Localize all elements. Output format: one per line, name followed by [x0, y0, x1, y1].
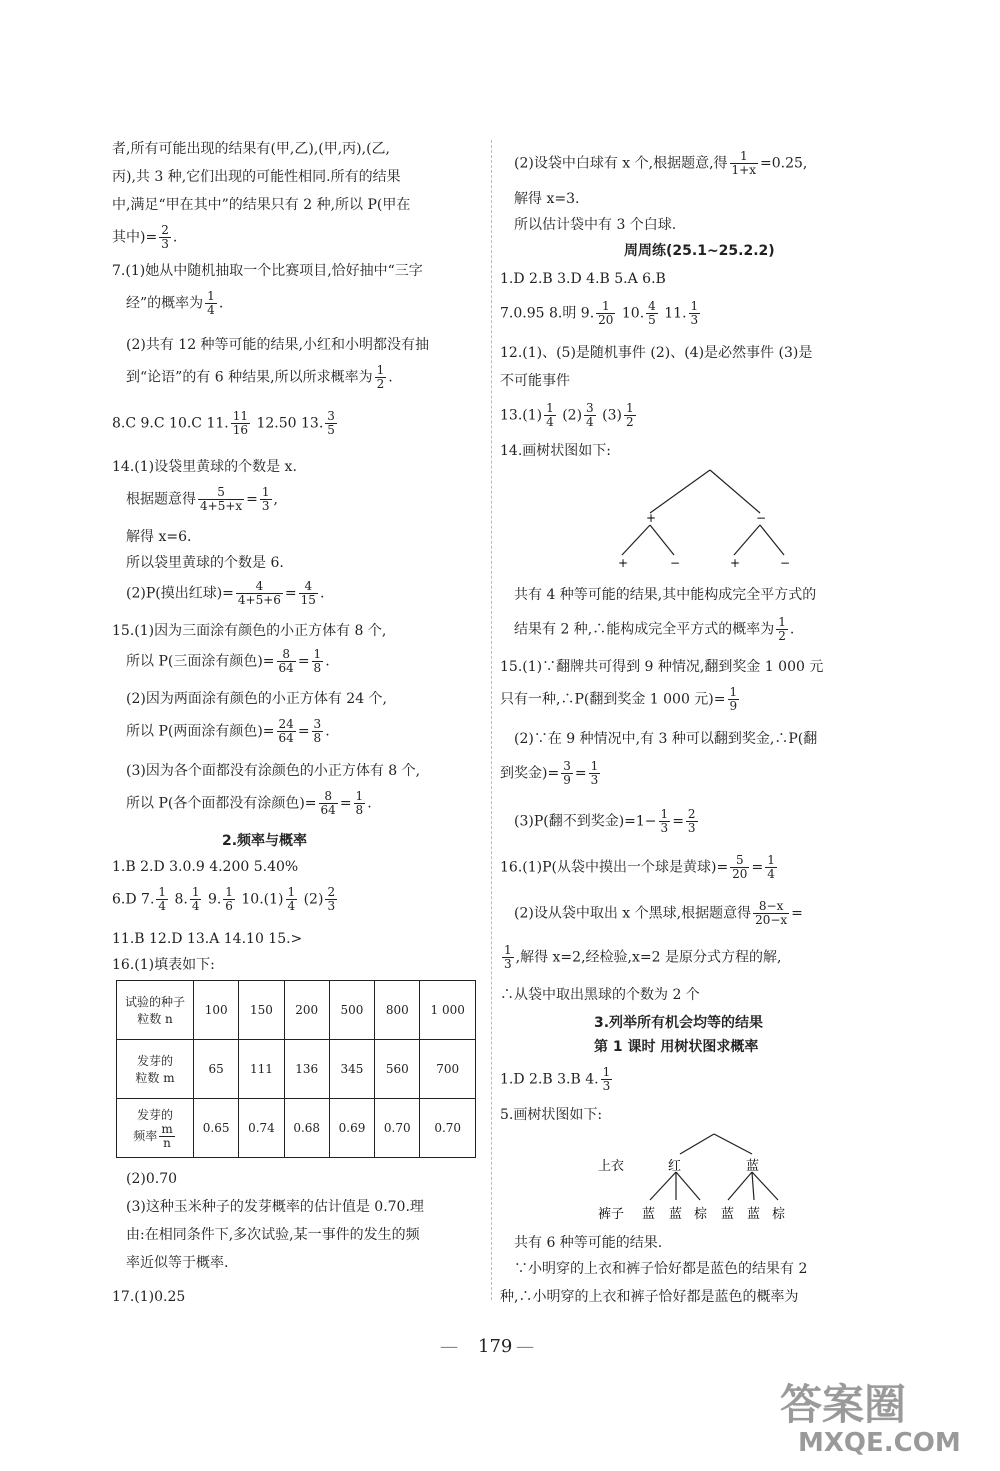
- text-line: 15.(1)∵翻牌共可得到 9 种情况,翻到奖金 1 000 元: [500, 659, 824, 675]
- answer-line: (3)这种玉米种子的发芽概率的估计值是 0.70.理: [126, 1199, 424, 1215]
- text-line: (2)∵在 9 种情况中,有 3 种可以翻到奖金,∴P(翻: [514, 731, 818, 747]
- table-cell: 0.74: [239, 1099, 284, 1158]
- table-cell: 0.69: [329, 1099, 374, 1158]
- text-line: 者,所有可能出现的结果有(甲,乙),(甲,丙),(乙,: [112, 141, 391, 157]
- q7-line: 到“论语”的有 6 种结果,所以所求概率为 $\frac{1}{2}$ .: [126, 363, 393, 391]
- answer-line: 6.D 7. $\frac{1}{4}$ 8. $\frac{1}{4}$ 9. $\frac{1}{6}$ 10.(1) $\frac{1}{4}$ (2) $\frac{2}{3}$: [112, 885, 336, 913]
- text-line: 所以估计袋中有 3 个白球.: [514, 217, 677, 233]
- text-line: 共有 6 种等可能的结果.: [514, 1235, 663, 1251]
- table-header: 发芽的 频率 $\frac{m}{n}$: [117, 1099, 194, 1158]
- tree-node: −: [780, 556, 790, 570]
- text-line: (2)设袋中白球有 x 个,根据题意,得 $\frac{1}{1+x}$ =0.25,: [514, 149, 808, 177]
- table-cell: 150: [239, 981, 284, 1040]
- table-cell: 345: [329, 1040, 374, 1099]
- section-heading: 2.频率与概率: [222, 833, 308, 849]
- text-line: 共有 4 种等可能的结果,其中能构成完全平方式的: [514, 587, 817, 603]
- answer-line: 7.0.95 8.明 9. $\frac{1}{20}$ 10. $\frac{4}{5}$ 11. $\frac{1}{3}$: [500, 299, 699, 327]
- tree-node: −: [670, 556, 681, 570]
- answer-line: 率近似等于概率.: [126, 1255, 229, 1271]
- tree-label: 上衣: [598, 1159, 625, 1174]
- table-cell: 500: [329, 981, 374, 1040]
- answer-line: 1.B 2.D 3.0.9 4.200 5.40%: [112, 859, 299, 875]
- data-table: [116, 980, 476, 1158]
- text-line: 种,∴小明穿的上衣和裤子恰好都是蓝色的概率为: [500, 1289, 799, 1305]
- table-cell: 560: [375, 1040, 420, 1099]
- table-cell: 136: [284, 1040, 329, 1099]
- answer-line: 由:在相同条件下,多次试验,某一事件的发生的频: [126, 1227, 420, 1243]
- text-line: 只有一种,∴P(翻到奖金 1 000 元)= $\frac{1}{9}$: [500, 685, 738, 713]
- table-cell: 65: [194, 1040, 239, 1099]
- answer-line: (2)0.70: [126, 1171, 178, 1187]
- q14-line: 解得 x=6.: [126, 529, 192, 545]
- tree-node: 蓝: [669, 1207, 683, 1222]
- q15-line: 所以 P(两面涂有颜色)= $\frac{24}{64}$ = $\frac{3}{8}$ .: [126, 717, 330, 745]
- table-cell: 700: [420, 1040, 476, 1099]
- tree-node: +: [730, 556, 741, 570]
- table-cell: 0.70: [420, 1099, 476, 1158]
- q14-line: 所以袋里黄球的个数是 6.: [126, 555, 284, 571]
- text-line: (2)设从袋中取出 x 个黑球,根据题意得 $\frac{8-x}{20-x}$ =: [514, 899, 803, 927]
- tree-node: 蓝: [721, 1207, 735, 1222]
- watermark-logo: 答案圈: [780, 1380, 907, 1429]
- answer-line: 不可能事件: [500, 373, 570, 389]
- tree-node: −: [756, 511, 767, 525]
- section-heading: 周周练(25.1~25.2.2): [624, 243, 775, 259]
- table-cell: 1 000: [420, 981, 476, 1040]
- tree-node: 蓝: [642, 1207, 656, 1222]
- tree-node: 蓝: [746, 1159, 760, 1174]
- tree-node: 棕: [694, 1207, 708, 1222]
- answer-line: 12.(1)、(5)是随机事件 (2)、(4)是必然事件 (3)是: [500, 345, 813, 361]
- text-line: (3)P(翻不到奖金)=1− $\frac{1}{3}$ = $\frac{2}{3}$: [514, 807, 696, 835]
- answer-line: 17.(1)0.25: [112, 1289, 186, 1305]
- answer-line: 16.(1)填表如下:: [112, 957, 215, 973]
- q15-line: 所以 P(各个面都没有涂颜色)= $\frac{8}{64}$ = $\frac{1}{8}$ .: [126, 789, 372, 817]
- answer-line: 14.画树状图如下:: [500, 443, 611, 459]
- tree-label: 裤子: [598, 1207, 625, 1222]
- q14-line: 14.(1)设袋里黄球的个数是 x.: [112, 459, 297, 475]
- page-number-dash: —: [516, 1336, 534, 1357]
- table-header: 发芽的 粒数 m: [117, 1040, 194, 1099]
- q15-line: (2)因为两面涂有颜色的小正方体有 24 个,: [126, 691, 387, 707]
- tree-diagram: [610, 465, 790, 575]
- table-header: 试验的种子 粒数 n: [117, 981, 194, 1040]
- table-row: [117, 1040, 476, 1099]
- text-line: 解得 x=3.: [514, 191, 580, 207]
- answer-line: 11.B 12.D 13.A 14.10 15.>: [112, 931, 303, 947]
- q15-line: (3)因为各个面都没有涂颜色的小正方体有 8 个,: [126, 763, 421, 779]
- q7-line: 7.(1)她从中随机抽取一个比赛项目,恰好抽中“三字: [112, 263, 423, 279]
- table-cell: 0.68: [284, 1099, 329, 1158]
- answer-line: 5.画树状图如下:: [500, 1107, 603, 1123]
- page-number-dash: —: [440, 1336, 458, 1357]
- tree-node: 棕: [772, 1207, 786, 1222]
- text-line: 其中)= $\frac{2}{3}$ .: [112, 223, 178, 251]
- text-line: ∵小明穿的上衣和裤子恰好都是蓝色的结果有 2: [514, 1261, 808, 1277]
- text-line: 丙),共 3 种,它们出现的可能性相同.所有的结果: [112, 169, 401, 185]
- q15-line: 所以 P(三面涂有颜色)= $\frac{8}{64}$ = $\frac{1}{8}$ .: [126, 647, 330, 675]
- tree-node: +: [646, 511, 657, 525]
- tree-node: 蓝: [747, 1207, 761, 1222]
- table-cell: 0.65: [194, 1099, 239, 1158]
- answer-line: 13.(1) $\frac{1}{4}$ (2) $\frac{3}{4}$ (3) $\frac{1}{2}$: [500, 401, 634, 429]
- q15-line: 15.(1)因为三面涂有颜色的小正方体有 8 个,: [112, 623, 387, 639]
- text-line: 中,满足“甲在其中”的结果只有 2 种,所以 P(甲在: [112, 197, 411, 213]
- column-divider: [491, 140, 492, 1300]
- tree-node: 红: [668, 1159, 682, 1174]
- table-cell: 111: [239, 1040, 284, 1099]
- text-line: 结果有 2 种,∴能构成完全平方式的概率为 $\frac{1}{2}$ .: [514, 615, 795, 643]
- tree-node: +: [618, 556, 629, 570]
- table-cell: 800: [375, 981, 420, 1040]
- text-line: 到奖金)= $\frac{3}{9}$ = $\frac{1}{3}$: [500, 759, 599, 787]
- q7-line: 经”的概率为 $\frac{1}{4}$ .: [126, 289, 224, 317]
- q8-line: 8.C 9.C 10.C 11. $\frac{11}{16}$ 12.50 13. $\frac{3}{5}$: [112, 409, 335, 437]
- watermark-url: MXQE.COM: [798, 1428, 961, 1458]
- section-heading: 3.列举所有机会均等的结果: [594, 1015, 764, 1031]
- q14-line: 根据题意得 $\frac{5}{4+5+x}$ = $\frac{1}{3}$ ,: [126, 485, 278, 513]
- text-line: 16.(1)P(从袋中摸出一个球是黄球)= $\frac{5}{20}$ = $\frac{1}{4}$: [500, 853, 775, 881]
- table-row: [117, 981, 476, 1040]
- table-cell: 200: [284, 981, 329, 1040]
- page-number: 179: [478, 1336, 513, 1357]
- q7-line: (2)共有 12 种等可能的结果,小红和小明都没有抽: [126, 337, 429, 353]
- table-row: [117, 1099, 476, 1158]
- answer-line: 1.D 2.B 3.D 4.B 5.A 6.B: [500, 271, 666, 287]
- tree-diagram: [596, 1130, 816, 1230]
- table-cell: 0.70: [375, 1099, 420, 1158]
- table-cell: 100: [194, 981, 239, 1040]
- answer-line: 1.D 2.B 3.B 4. $\frac{1}{3}$: [500, 1065, 611, 1093]
- q14-line: (2)P(摸出红球)= $\frac{4}{4+5+6}$ = $\frac{4}{15}$ .: [126, 579, 325, 607]
- text-line: $\frac{1}{3}$ ,解得 x=2,经检验,x=2 是原分式方程的解,: [504, 943, 782, 971]
- subsection-heading: 第 1 课时 用树状图求概率: [594, 1039, 759, 1055]
- text-line: ∴从袋中取出黑球的个数为 2 个: [500, 987, 700, 1003]
